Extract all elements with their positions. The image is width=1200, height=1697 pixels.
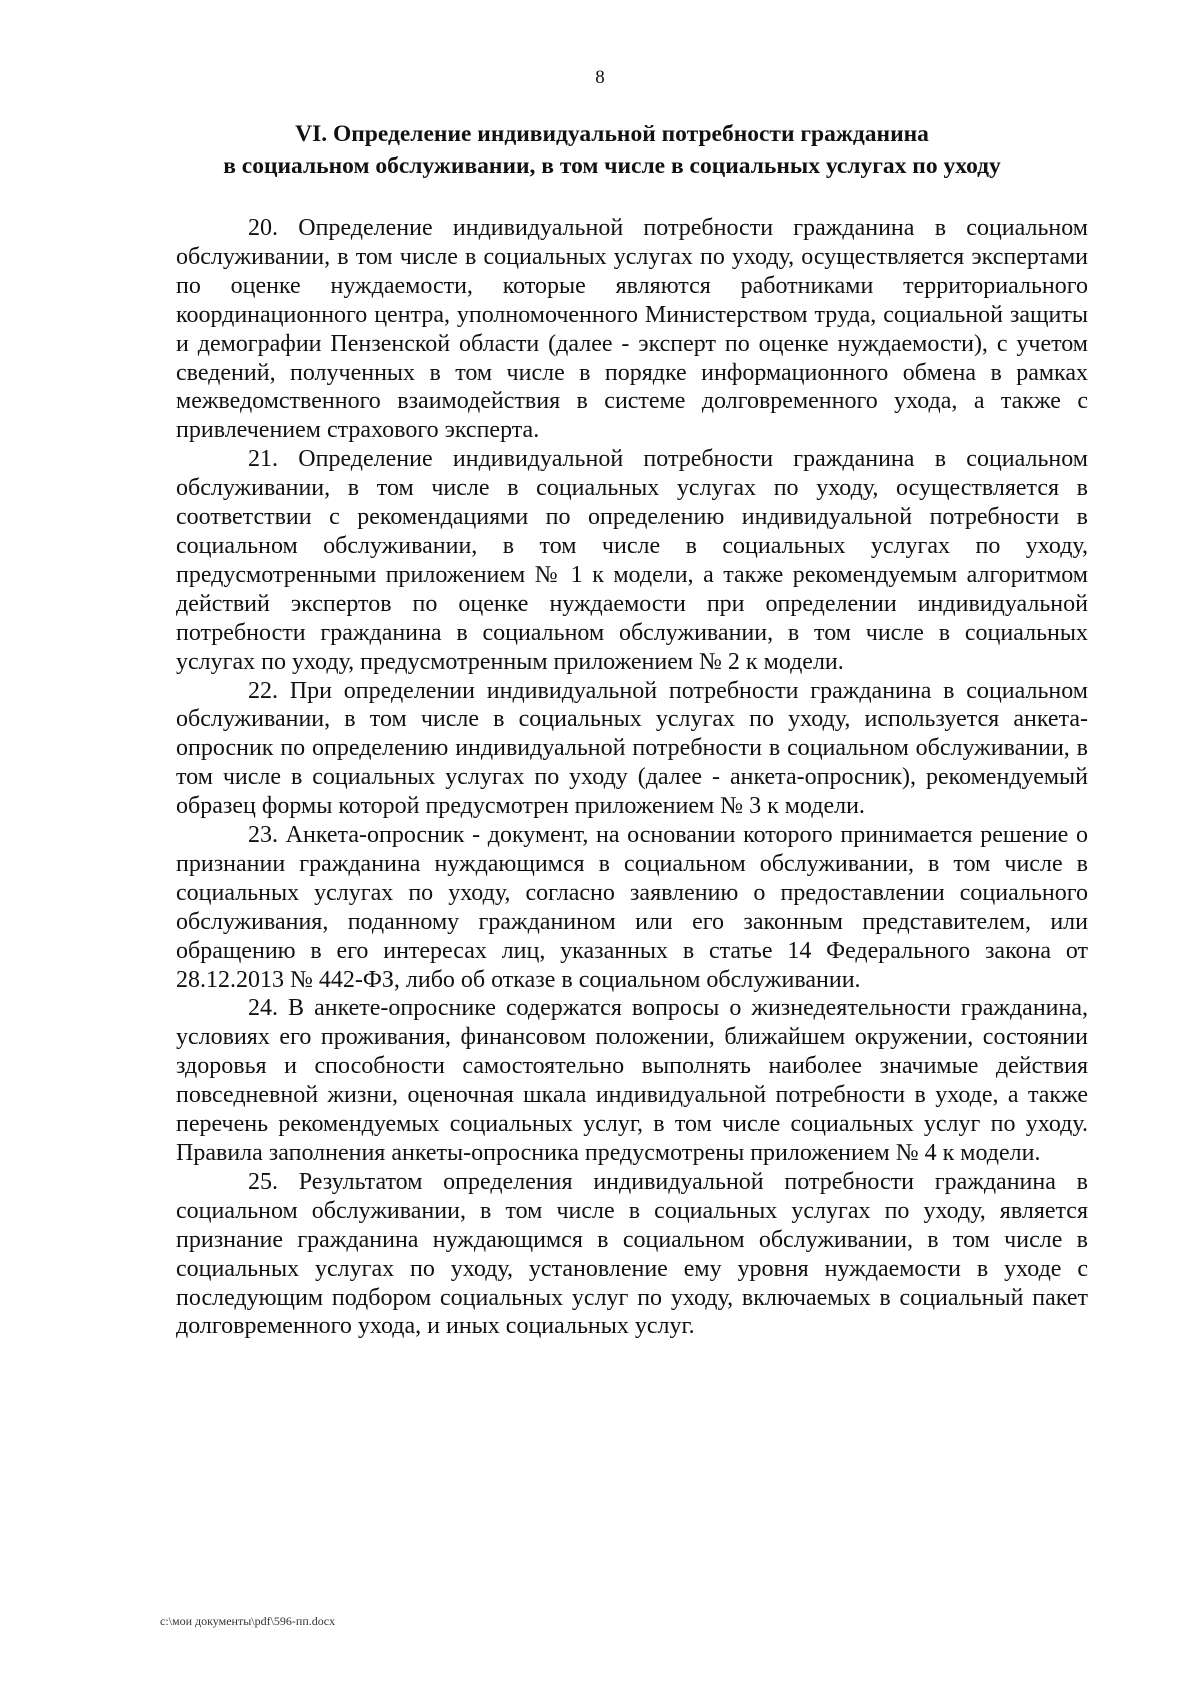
paragraph-20: 20. Определение индивидуальной потребности гражданина в социальном обслуживании, в том числе в социальных услугах по уходу, осуществляется экспертами по оценке нуждаемости, которые являются работниками территориального координационного центра, уполномоченного Министерством труда, социальной защиты и демографии Пензенской области (далее - эксперт по оценке нуждаемости), с учетом сведений, полученных в том числе в порядке информационного обмена в рамках межведомственного взаимодействия в системе долговременного ухода, а также с привлечением страхового эксперта. bbox=[176, 215, 1088, 444]
section-heading bbox=[160, 118, 1064, 182]
document-body bbox=[176, 214, 1088, 1341]
paragraph-21: 21. Определение индивидуальной потребности гражданина в социальном обслуживании, в том числе в социальных услугах по уходу, осуществляется в соответствии с рекомендациями по определению индивидуальной потребности в социальном обслуживании, в том числе в социальных услугах по уходу, предусмотренными приложением № 1 к модели, а также рекомендуемым алгоритмом действий экспертов по оценке нуждаемости при определении индивидуальной потребности гражданина в социальном обслуживании, в том числе в социальных услугах по уходу, предусмотренным приложением № 2 к модели. bbox=[176, 446, 1088, 675]
paragraph-22: 22. При определении индивидуальной потребности гражданина в социальном обслуживании, в том числе в социальных услугах по уходу, используется анкета-опросник по определению индивидуальной потребности в социальном обслуживании, в том числе в социальных услугах по уходу (далее - анкета-опросник), рекомендуемый образец формы которой предусмотрен приложением № 3 к модели. bbox=[176, 677, 1088, 820]
paragraph-25: 25. Результатом определения индивидуальной потребности гражданина в социальном обслуживании, в том числе в социальных услугах по уходу, является признание гражданина нуждающимся в социальном обслуживании, в том числе в социальных услугах по уходу, установление ему уровня нуждаемости в уходе с последующим подбором социальных услуг по уходу, включаемых в социальный пакет долговременного ухода, и иных социальных услуг. bbox=[176, 1168, 1088, 1340]
paragraph-23: 23. Анкета-опросник - документ, на основании которого принимается решение о признании гражданина нуждающимся в социальном обслуживании, в том числе в социальных услугах по уходу, согласно заявлению о предоставлении социального обслуживания, поданному гражданином или его законным представителем, или обращению в его интересах лиц, указанных в статье 14 Федерального закона от 28.12.2013 № 442-ФЗ, либо об отказе в социальном обслуживании. bbox=[176, 822, 1088, 993]
section-heading-line-2: в социальном обслуживании, в том числе в социальных услугах по уходу bbox=[223, 153, 1001, 179]
paragraph-24: 24. В анкете-опроснике содержатся вопросы о жизнедеятельности гражданина, условиях его проживания, финансовом положении, ближайшем окружении, состоянии здоровья и способности самостоятельно выполнять наиболее значимые действия повседневной жизни, оценочная шкала индивидуальной потребности в уходе, а также перечень рекомендуемых социальных услуг, в том числе социальных услуг по уходу. Правила заполнения анкеты-опросника предусмотрены приложением № 4 к модели. bbox=[176, 995, 1088, 1166]
page-number: 8 bbox=[595, 67, 605, 88]
footer-file-path: c:\мои документы\pdf\596-пп.docx bbox=[160, 1614, 336, 1628]
section-heading-line-1: VI. Определение индивидуальной потребности гражданина bbox=[295, 121, 929, 147]
